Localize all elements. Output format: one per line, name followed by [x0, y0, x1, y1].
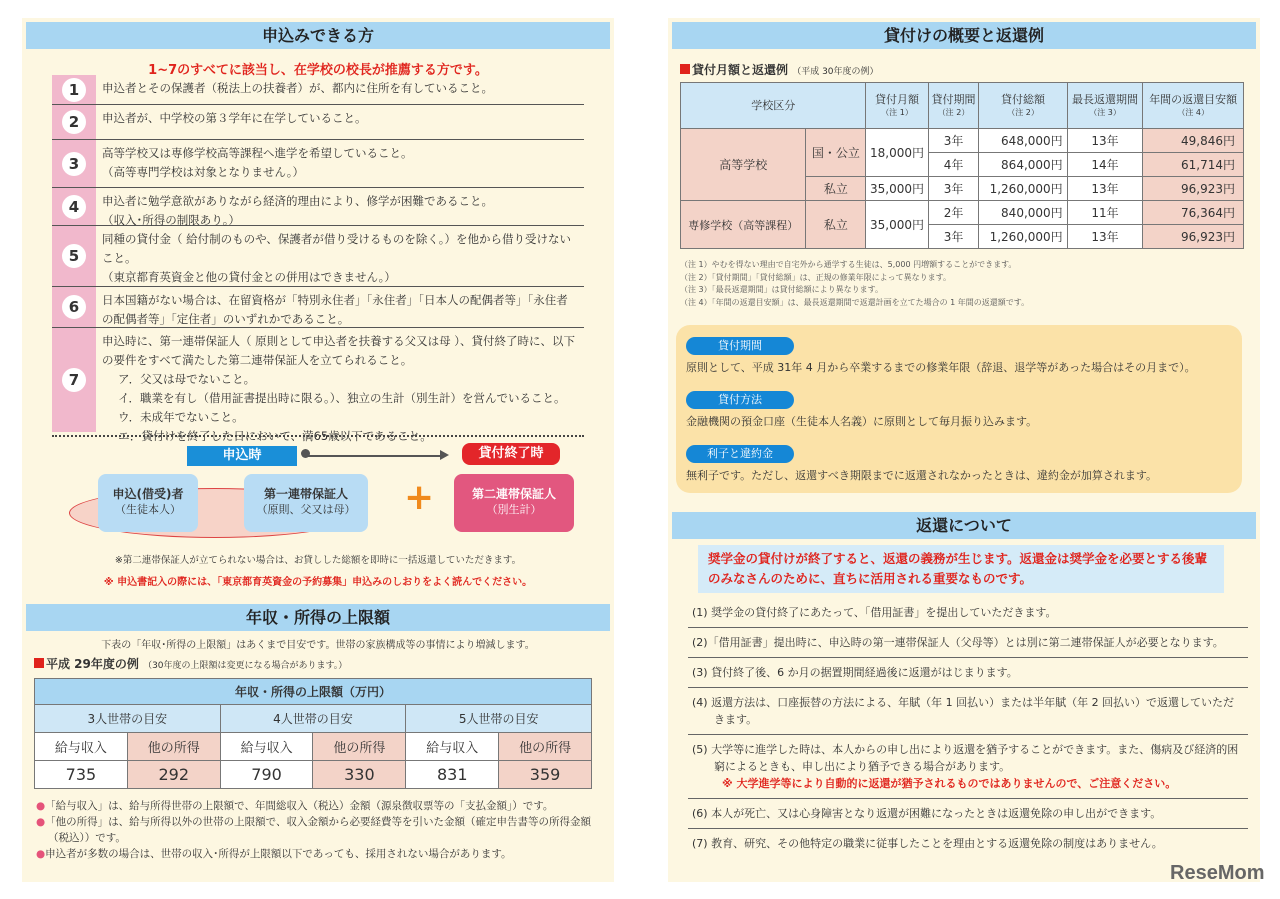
requirement-item: [52, 226, 584, 287]
requirement-number: [52, 287, 96, 327]
requirement-line: （収入･所得の制限あり。）: [102, 213, 240, 227]
number-badge: 1: [62, 78, 86, 102]
annual-cell: 61,714円: [1143, 153, 1244, 177]
household-group-header: 3人世帯の目安: [35, 705, 221, 733]
requirement-item: [52, 75, 584, 105]
number-badge: 7: [62, 368, 86, 392]
repayment-item-text: (7) 教育、研究、その他特定の職業に従事したことを理由とする返還免除の制度はありません。: [692, 837, 1163, 850]
repayment-item-text: (2)「借用証書」提出時に、申込時の第一連帯保証人（父母等）とは別に第二連帯保証人が必要となります。: [692, 636, 1224, 649]
number-badge: 2: [62, 110, 86, 134]
salary-limit-value: 790: [220, 761, 313, 789]
income-note-text: 「給与収入」は、給与所得世帯の上限額で、年間総収入（税込）金額（源泉徴収票等の「支払金額」）です。: [45, 800, 554, 812]
requirement-line: 同種の貸付金（ 給付制のものや、保護者が借り受けるものを除く。）を他から借り受けないこと。: [102, 232, 571, 265]
requirement-subitem: ウ．未成年でないこと。: [118, 410, 244, 424]
repayment-item-text: (6) 本人が死亡、又は心身障害となり返還が困難になったときは返還免除の申し出ができます。: [692, 807, 1162, 820]
requirement-line: （東京都育英資金と他の貸付金との併用はできません。）: [102, 270, 396, 284]
requirement-line: 高等学校又は専修学校高等課程へ進学を希望していること。: [102, 146, 413, 160]
info-text: 原則として、平成 31年 4 月から卒業するまでの修業年限（辞退、退学等があった場合はその月まで）。: [686, 361, 1196, 374]
divider: [52, 435, 584, 437]
requirements-list: [52, 75, 584, 443]
repayment-item: [688, 799, 1248, 829]
school-senshu: 専修学校（高等課程）: [681, 201, 806, 249]
annual-cell: 49,846円: [1143, 129, 1244, 153]
requirement-subitem: ア．父又は母でないこと。: [118, 372, 256, 386]
salary-limit-value: 735: [35, 761, 128, 789]
requirement-item: [52, 188, 584, 226]
max-period-cell: 13年: [1067, 177, 1143, 201]
resemom-logo: ReseMom: [1170, 862, 1265, 884]
info-text: 金融機関の預金口座（生徒本人名義）に原則として毎月振り込みます。: [686, 415, 1038, 428]
repayment-item-text: (4) 返還方法は、口座振替の方法による、年賦（年 1 回払い）または半年賦（年 2 回払い）で返還していただきます。: [692, 696, 1235, 726]
bullet-icon: ●: [36, 800, 46, 812]
requirement-text: [96, 188, 499, 225]
income-notes: [36, 798, 596, 862]
info-text: 無利子です。ただし、返還すべき期限までに返還されなかったときは、違約金が加算されます。: [686, 469, 1158, 482]
salary-limit-value: 831: [406, 761, 499, 789]
type-private: 私立: [806, 177, 866, 201]
requirement-line: 申込者とその保護者（税法上の扶養者）が、都内に住所を有していること。: [102, 81, 493, 95]
loan-note: （注 1）やむを得ない理由で自宅外から通学する生徒は、5,000 円増額することができます。: [680, 260, 1017, 269]
info-label-pill: 貸付期間: [686, 337, 794, 355]
requirement-item: [52, 140, 584, 188]
loan-table-header: 貸付月額 （注 1）: [866, 83, 928, 129]
period-cell: 2年: [928, 201, 979, 225]
monthly-cell: 18,000円: [866, 129, 928, 177]
loan-table-header: 貸付期間 （注 2）: [928, 83, 979, 129]
repayment-item: [688, 829, 1248, 858]
repayment-item-text: (3) 貸付終了後、6 か月の据置期間経過後に返還がはじまります。: [692, 666, 1018, 679]
max-period-cell: 13年: [1067, 129, 1143, 153]
number-badge: 4: [62, 195, 86, 219]
loan-note: （注 2）「貸付期間」「貸付総額」は、正規の修業年限によって異なります。: [680, 272, 951, 282]
requirement-number: [52, 75, 96, 104]
household-group-header: 5人世帯の目安: [406, 705, 592, 733]
repayment-item-text: (1) 奨学金の貸付終了にあたって、「借用証書」を提出していただきます。: [692, 606, 1057, 619]
total-cell: 648,000円: [979, 129, 1067, 153]
income-note-text: 申込者が多数の場合は、世帯の収入･所得が上限額以下であっても、採用されない場合があります。: [45, 848, 512, 860]
requirement-line: 申込者が、中学校の第３学年に在学していること。: [102, 111, 367, 125]
requirement-item: [52, 287, 584, 328]
other-limit-value: 292: [127, 761, 220, 789]
loan-note: （注 3）「最長返還期間」は貸付総額により異なります。: [680, 285, 883, 294]
section-header-income-limit: 年収・所得の上限額: [26, 604, 610, 631]
total-cell: 864,000円: [979, 153, 1067, 177]
flow-arrow: [304, 455, 444, 457]
repayment-item: [688, 598, 1248, 628]
requirement-line: 日本国籍がない場合は、在留資格が「特別永住者」「永住者」「日本人の配偶者等」「永住者の配偶者等」「定住者」のいずれかであること。: [102, 293, 568, 326]
at-end-label: 貸付終了時: [462, 443, 560, 465]
period-cell: 3年: [928, 225, 979, 249]
income-note: [36, 814, 596, 846]
school-high: 高等学校: [681, 129, 806, 201]
number-badge: 6: [62, 295, 86, 319]
col-other: 他の所得: [499, 733, 592, 761]
application-note: ※ 申込書記入の際には、「東京都育英資金の予約募集」申込みのしおりをよく読んでください。: [103, 577, 533, 588]
loan-table-header: 年間の返還目安額 （注 4）: [1143, 83, 1244, 129]
repayment-item: [688, 658, 1248, 688]
period-cell: 3年: [928, 177, 979, 201]
other-limit-value: 359: [499, 761, 592, 789]
annual-cell: 96,923円: [1143, 177, 1244, 201]
guarantor-note: ※第二連帯保証人が立てられない場合は、お貸しした総額を即時に一括返還していただきます。: [114, 555, 522, 566]
flow-arrow-dot: [301, 449, 310, 458]
annual-cell: 76,364円: [1143, 201, 1244, 225]
number-badge: 3: [62, 152, 86, 176]
income-table: [34, 678, 592, 789]
requirement-number: [52, 188, 96, 225]
repayment-item-text: (5) 大学等に進学した時は、本人からの申し出により返還を猶予することができます。また、傷病及び経済的困窮によるときも、申し出により猶予できる場合があります。: [692, 743, 1239, 773]
monthly-cell: 35,000円: [866, 201, 928, 249]
arrow-head-icon: [440, 450, 449, 460]
max-period-cell: 14年: [1067, 153, 1143, 177]
col-other: 他の所得: [313, 733, 406, 761]
col-salary: 給与収入: [220, 733, 313, 761]
section-header-loan-overview: 貸付けの概要と返還例: [672, 22, 1256, 49]
requirement-subitem: エ．貸付けを終了した日において、満65歳以下であること。: [118, 429, 432, 443]
repayment-item: [688, 735, 1248, 799]
income-table-title: 年収・所得の上限額（万円）: [35, 679, 592, 705]
annual-cell: 96,923円: [1143, 225, 1244, 249]
repayment-item: [688, 628, 1248, 658]
total-cell: 1,260,000円: [979, 225, 1067, 249]
period-cell: 4年: [928, 153, 979, 177]
section-header-repayment: 返還について: [672, 512, 1256, 539]
household-group-header: 4人世帯の目安: [220, 705, 406, 733]
loan-table-title: 貸付月額と返還例 （平成 30年度の例）: [680, 61, 879, 78]
income-note: [36, 798, 596, 814]
requirement-subitem: イ．職業を有し（借用証書提出時に限る。）、独立の生計（別生計）を営んでいること。: [118, 391, 566, 405]
income-note-text: 「他の所得」は、給与所得以外の世帯の上限額で、収入金額から必要経費等を引いた金額（確定申告書等の所得金額（税込））です。: [45, 816, 591, 844]
requirement-text: [96, 226, 584, 286]
borrower-box: 申込(借受)者 （生徒本人）: [98, 474, 198, 532]
income-note: [36, 846, 596, 862]
loan-note: （注 4）「年間の返還目安額」は、最長返還期間で返還計画を立てた場合の 1 年間の返還額です。: [680, 297, 1030, 307]
requirement-number: [52, 328, 96, 432]
loan-table-header: 学校区分: [681, 83, 866, 129]
eligibility-subtitle: 1~7のすべてに該当し、在学校の校長が推薦する方です。: [148, 63, 488, 78]
requirement-text: [96, 140, 419, 187]
at-apply-label: 申込時: [187, 446, 297, 466]
requirement-text: [96, 75, 499, 104]
loan-table-header: 貸付総額 （注 2）: [979, 83, 1067, 129]
plus-icon: +: [404, 477, 435, 518]
left-page: [22, 18, 614, 882]
other-limit-value: 330: [313, 761, 406, 789]
requirement-item: [52, 328, 584, 443]
requirement-text: [96, 105, 373, 139]
info-label-pill: 貸付方法: [686, 391, 794, 409]
col-salary: 給与収入: [406, 733, 499, 761]
right-page: [668, 18, 1260, 882]
number-badge: 5: [62, 244, 86, 268]
type-public: 国・公立: [806, 129, 866, 177]
info-label-pill: 利子と違約金: [686, 445, 794, 463]
loan-table: [680, 82, 1244, 249]
income-intro: 下表の「年収･所得の上限額」はあくまで目安です。世帯の家族構成等の事情により増減します。: [101, 640, 535, 651]
requirement-text: [96, 287, 584, 327]
repayment-warning: 奨学金の貸付けが終了すると、返還の義務が生じます。返還金は奨学金を必要とする後輩のみなさんのために、直ちに活用される重要なものです。: [698, 545, 1224, 593]
col-salary: 給与収入: [35, 733, 128, 761]
requirement-number: [52, 226, 96, 286]
loan-info-box: [676, 325, 1242, 493]
period-cell: 3年: [928, 129, 979, 153]
requirement-line: 申込者に勉学意欲がありながら経済的理由により、修学が困難であること。: [102, 194, 493, 208]
requirement-item: [52, 105, 584, 140]
max-period-cell: 11年: [1067, 201, 1143, 225]
requirement-line: 申込時に、第一連帯保証人（ 原則として申込者を扶養する父又は母 ）、貸付終了時に、以下の要件をすべて満たした第二連帯保証人を立てられること。: [102, 334, 576, 367]
monthly-cell: 35,000円: [866, 177, 928, 201]
requirement-number: [52, 140, 96, 187]
col-other: 他の所得: [127, 733, 220, 761]
deferral-warning: ※ 大学進学等により自動的に返還が猶予されるものではありませんので、ご注意ください。: [722, 777, 1177, 790]
requirement-text: [96, 328, 584, 443]
total-cell: 840,000円: [979, 201, 1067, 225]
loan-table-header: 最長返還期間 （注 3）: [1067, 83, 1143, 129]
max-period-cell: 13年: [1067, 225, 1143, 249]
example-title: 平成 29年度の例 （30年度の上限額は変更になる場合があります。）: [34, 655, 347, 672]
requirement-number: [52, 105, 96, 139]
requirement-line: （高等専門学校は対象となりません。）: [102, 165, 304, 179]
bullet-icon: ●: [36, 848, 46, 860]
repayment-items: [688, 598, 1248, 858]
loan-table-notes: [680, 259, 1029, 309]
guarantor1-box: 第一連帯保証人 （原則、父又は母）: [244, 474, 368, 532]
total-cell: 1,260,000円: [979, 177, 1067, 201]
section-header-eligibility: 申込みできる方: [26, 22, 610, 49]
guarantor2-box: 第二連帯保証人 （別生計）: [454, 474, 574, 532]
bullet-icon: ●: [36, 816, 46, 828]
repayment-item: [688, 688, 1248, 735]
type-private: 私立: [806, 201, 866, 249]
